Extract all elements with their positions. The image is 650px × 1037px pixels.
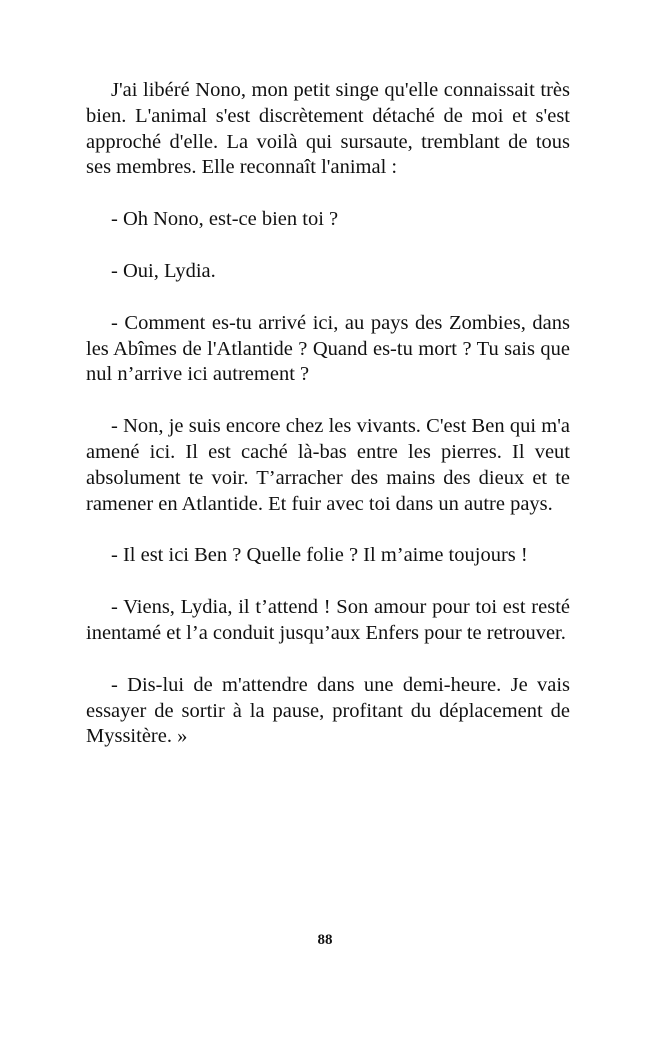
paragraph-8: - Dis-lui de m'attendre dans une demi-heure. Je vais essayer de sortir à la pause, profitant du déplacement de Myssitère. »: [86, 673, 570, 748]
paragraph-3: - Oui, Lydia.: [111, 259, 216, 282]
body-text: [86, 78, 570, 776]
paragraph-6: - Il est ici Ben ? Quelle folie ? Il m’aime toujours !: [111, 544, 528, 567]
paragraph-2: - Oh Nono, est-ce bien toi ?: [111, 208, 339, 231]
page-number: 88: [317, 932, 333, 948]
paragraph-7: - Viens, Lydia, il t’attend ! Son amour pour toi est resté inentamé et l’a conduit jusqu’aux Enfers pour te retrouver.: [86, 596, 570, 644]
paragraph-5: - Non, je suis encore chez les vivants. C'est Ben qui m'a amené ici. Il est caché là-bas entre les pierres. Il veut absolument te voir. T’arracher des mains des dieux et te ramener en Atlantide. Et fuir avec toi dans un autre pays.: [86, 415, 570, 515]
paragraph-1: J'ai libéré Nono, mon petit singe qu'elle connaissait très bien. L'animal s'est discrètement détaché de moi et s'est approché d'elle. La voilà qui sursaute, tremblant de tous ses membres. Elle reconnaît l'animal :: [86, 79, 570, 179]
paragraph-4: - Comment es-tu arrivé ici, au pays des Zombies, dans les Abîmes de l'Atlantide ? Quand es-tu mort ? Tu sais que nul n’arrive ici autrement ?: [86, 311, 570, 386]
